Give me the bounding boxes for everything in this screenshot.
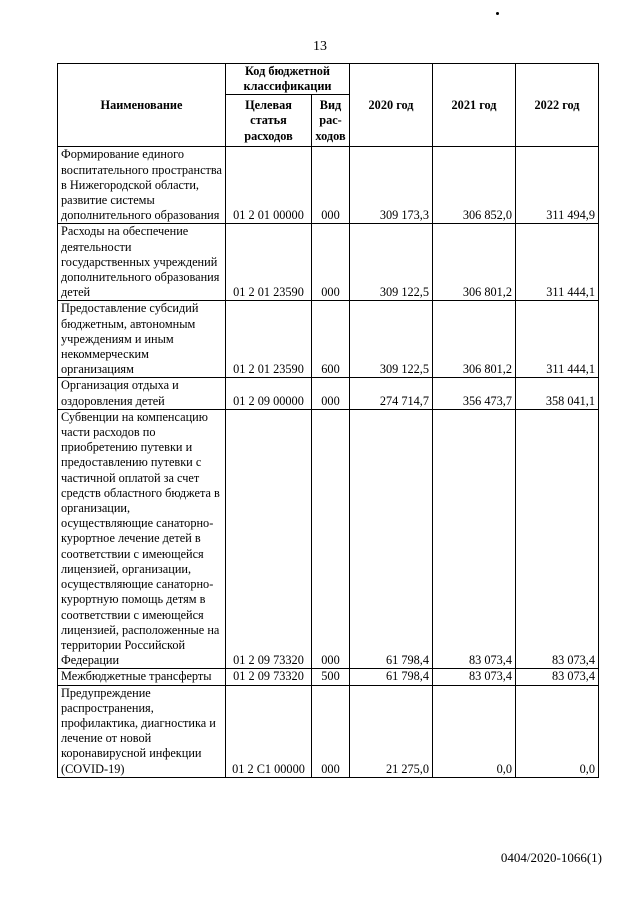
row-value-2022: 0,0 — [516, 685, 599, 777]
row-value-2020: 61 798,4 — [350, 409, 433, 668]
table-row — [58, 669, 599, 685]
row-expense-type: 000 — [312, 378, 350, 409]
table-row — [58, 685, 599, 777]
header-target: Целевая статья расходов — [226, 95, 312, 147]
page-number: 13 — [313, 39, 327, 54]
row-target-code: 01 2 C1 00000 — [226, 685, 312, 777]
row-value-2020: 309 122,5 — [350, 301, 433, 378]
table-row — [58, 378, 599, 409]
row-value-2020: 21 275,0 — [350, 685, 433, 777]
row-target-code: 01 2 09 00000 — [226, 378, 312, 409]
row-value-2022: 311 494,9 — [516, 147, 599, 224]
row-value-2022: 311 444,1 — [516, 301, 599, 378]
row-value-2021: 306 801,2 — [433, 224, 516, 301]
row-value-2020: 61 798,4 — [350, 669, 433, 685]
row-value-2022: 83 073,4 — [516, 409, 599, 668]
row-value-2021: 306 852,0 — [433, 147, 516, 224]
row-value-2022: 311 444,1 — [516, 224, 599, 301]
document-code: 0404/2020-1066(1) — [500, 850, 602, 865]
row-name: Предоставление субсидий бюджетным, автономным учреждениям и иным некоммерческим организациям — [58, 301, 226, 378]
table-header — [58, 64, 599, 147]
table-row — [58, 147, 599, 224]
row-value-2021: 83 073,4 — [433, 409, 516, 668]
row-target-code: 01 2 01 23590 — [226, 301, 312, 378]
row-value-2021: 0,0 — [433, 685, 516, 777]
row-value-2021: 356 473,7 — [433, 378, 516, 409]
row-name: Предупреждение распространения, профилактика, диагностика и лечение от новой коронавирусной инфекции (COVID-19) — [58, 685, 226, 777]
row-target-code: 01 2 01 23590 — [226, 224, 312, 301]
header-2021: 2021 год — [433, 64, 516, 147]
row-name: Межбюджетные трансферты — [58, 669, 226, 685]
row-value-2022: 83 073,4 — [516, 669, 599, 685]
row-target-code: 01 2 09 73320 — [226, 669, 312, 685]
header-code-group: Код бюджетной классификации — [226, 64, 350, 95]
row-name: Организация отдыха и оздоровления детей — [58, 378, 226, 409]
row-expense-type: 500 — [312, 669, 350, 685]
row-target-code: 01 2 09 73320 — [226, 409, 312, 668]
row-expense-type: 000 — [312, 409, 350, 668]
row-expense-type: 000 — [312, 147, 350, 224]
row-value-2020: 309 122,5 — [350, 224, 433, 301]
header-type: Вид рас-ходов — [312, 95, 350, 147]
row-target-code: 01 2 01 00000 — [226, 147, 312, 224]
row-value-2020: 309 173,3 — [350, 147, 433, 224]
budget-table — [57, 63, 599, 778]
row-expense-type: 600 — [312, 301, 350, 378]
table-row — [58, 409, 599, 668]
row-name: Расходы на обеспечение деятельности государственных учреждений дополнительного образования детей — [58, 224, 226, 301]
row-expense-type: 000 — [312, 685, 350, 777]
row-value-2021: 306 801,2 — [433, 301, 516, 378]
row-value-2022: 358 041,1 — [516, 378, 599, 409]
table-body — [58, 147, 599, 777]
row-value-2020: 274 714,7 — [350, 378, 433, 409]
header-name: Наименование — [58, 64, 226, 147]
row-name: Субвенции на компенсацию части расходов по приобретению путевки и предоставлению путевки с частичной оплатой за счет средств областного бюджета в организации, осуществляющие санаторно-курортное лечение детей в соответствии с имеющейся лицензией, организации, осуществляющие санаторно-курортную помощь детям в соответствии с имеющейся лицензией, расположенные на территории Российской Федерации — [58, 409, 226, 668]
row-expense-type: 000 — [312, 224, 350, 301]
header-2020: 2020 год — [350, 64, 433, 147]
row-name: Формирование единого воспитательного пространства в Нижегородской области, развитие системы дополнительного образования — [58, 147, 226, 224]
stray-dot — [496, 12, 499, 15]
header-2022: 2022 год — [516, 64, 599, 147]
table-row — [58, 301, 599, 378]
table-row — [58, 224, 599, 301]
row-value-2021: 83 073,4 — [433, 669, 516, 685]
